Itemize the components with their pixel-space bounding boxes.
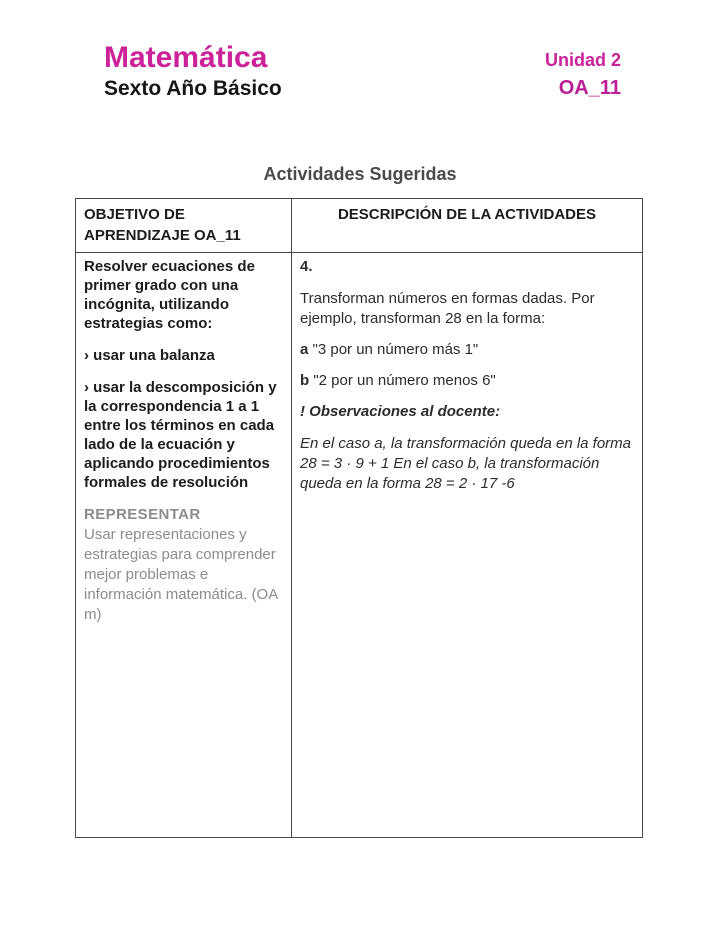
objective-column-header: OBJETIVO DE APRENDIZAJE OA_11 bbox=[76, 199, 292, 253]
item-label: a bbox=[300, 341, 309, 358]
description-column-header: DESCRIPCIÓN DE LA ACTIVIDADES bbox=[292, 199, 643, 253]
section-title: Actividades Sugeridas bbox=[263, 164, 457, 184]
table-body-row bbox=[76, 253, 643, 838]
skill-heading: REPRESENTAR bbox=[84, 506, 201, 523]
item-text: "3 por un número más 1" bbox=[312, 341, 479, 358]
skill-block bbox=[84, 505, 283, 625]
item-text: "2 por un número menos 6" bbox=[313, 372, 496, 389]
activity-item bbox=[300, 371, 634, 391]
document-header-meta bbox=[545, 50, 621, 100]
unit-label: Unidad 2 bbox=[544, 50, 621, 70]
teacher-note-heading: ! Observaciones al docente: bbox=[300, 403, 501, 420]
teacher-note-body: En el caso a, la transformación queda en la forma 28 = 3 · 9 + 1 En el caso b, la transformación queda en la forma 28 = 2 · 17 -6 bbox=[300, 435, 632, 492]
activity-number: 4. bbox=[300, 258, 313, 275]
grade-subtitle: Sexto Año Básico bbox=[104, 77, 282, 100]
activity-intro: Transforman números en formas dadas. Por ejemplo, transforman 28 en la forma: bbox=[300, 290, 595, 327]
skill-description: Usar representaciones y estrategias para comprender mejor problemas e información matemática. (OA m) bbox=[84, 526, 278, 623]
activities-table bbox=[75, 198, 643, 838]
objective-bullet: › usar una balanza bbox=[84, 347, 215, 364]
item-label: b bbox=[300, 372, 310, 389]
table-header-row bbox=[76, 199, 643, 253]
activity-cell bbox=[292, 253, 643, 838]
subject-title: Matemática bbox=[104, 41, 268, 74]
oa-code-label: OA_11 bbox=[558, 77, 621, 99]
document-header bbox=[104, 42, 282, 101]
objective-bullet: › usar la descomposición y la correspondencia 1 a 1 entre los términos en cada lado de la ecuación y aplicando procedimientos formales de resolución bbox=[84, 379, 277, 491]
activity-item bbox=[300, 340, 634, 360]
objective-paragraph: Resolver ecuaciones de primer grado con una incógnita, utilizando estrategias como: bbox=[84, 258, 255, 332]
objective-cell bbox=[76, 253, 292, 838]
